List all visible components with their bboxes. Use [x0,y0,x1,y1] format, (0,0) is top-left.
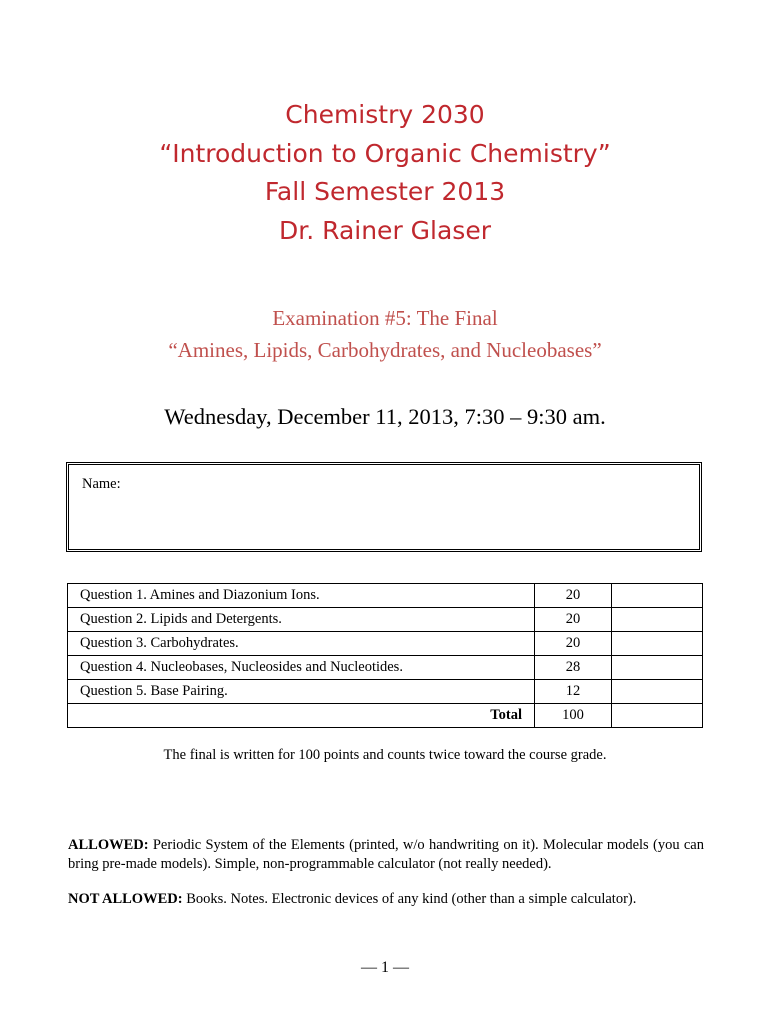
table-row [68,656,703,680]
score-entry-cell[interactable] [612,584,703,608]
total-label: Total [68,704,535,728]
question-cell: Question 3. Carbohydrates. [68,632,535,656]
semester: Fall Semester 2013 [264,177,506,206]
table-row [68,584,703,608]
not-allowed-paragraph [68,890,704,909]
name-field[interactable] [66,462,702,552]
allowed-text: Periodic System of the Elements (printed, w/o handwriting on it). Molecular models (you can bring pre-made models). Simple, non-programmable calculator (not really needed). [68,837,704,872]
not-allowed-text: Books. Notes. Electronic devices of any kind (other than a simple calculator). [182,891,637,907]
allowed-label: ALLOWED: [68,837,149,853]
score-entry-cell[interactable] [612,608,703,632]
question-cell: Question 5. Base Pairing. [68,680,535,704]
points-cell: 28 [535,656,612,680]
question-cell: Question 2. Lipids and Detergents. [68,608,535,632]
total-points: 100 [535,704,612,728]
instructor: Dr. Rainer Glaser [279,215,491,245]
exam-date: Wednesday, December 11, 2013, 7:30 – 9:30 am. [164,404,606,429]
table-row [68,632,703,656]
grading-note: The final is written for 100 points and counts twice toward the course grade. [163,747,607,763]
course-name: “Introduction to Organic Chemistry” [159,138,611,168]
question-cell: Question 4. Nucleobases, Nucleosides and Nucleotides. [68,656,535,680]
points-cell: 20 [535,608,612,632]
score-table [67,583,703,728]
score-entry-cell[interactable] [612,656,703,680]
table-row [68,608,703,632]
total-row [68,704,703,728]
course-header [0,96,770,250]
score-entry-cell[interactable] [612,680,703,704]
allowed-paragraph [68,836,704,874]
table-row [68,680,703,704]
exam-subtitle: “Amines, Lipids, Carbohydrates, and Nucleobases” [168,338,602,362]
score-entry-cell[interactable] [612,632,703,656]
points-cell: 12 [535,680,612,704]
exam-header [0,302,770,366]
points-cell: 20 [535,632,612,656]
total-score-cell[interactable] [612,704,703,728]
not-allowed-label: NOT ALLOWED: [68,891,183,907]
name-label: Name: [82,476,121,492]
question-cell: Question 1. Amines and Diazonium Ions. [68,584,535,608]
points-cell: 20 [535,584,612,608]
page-number: — 1 — [361,959,409,976]
course-title: Chemistry 2030 [285,100,485,129]
exam-title: Examination #5: The Final [272,306,498,330]
